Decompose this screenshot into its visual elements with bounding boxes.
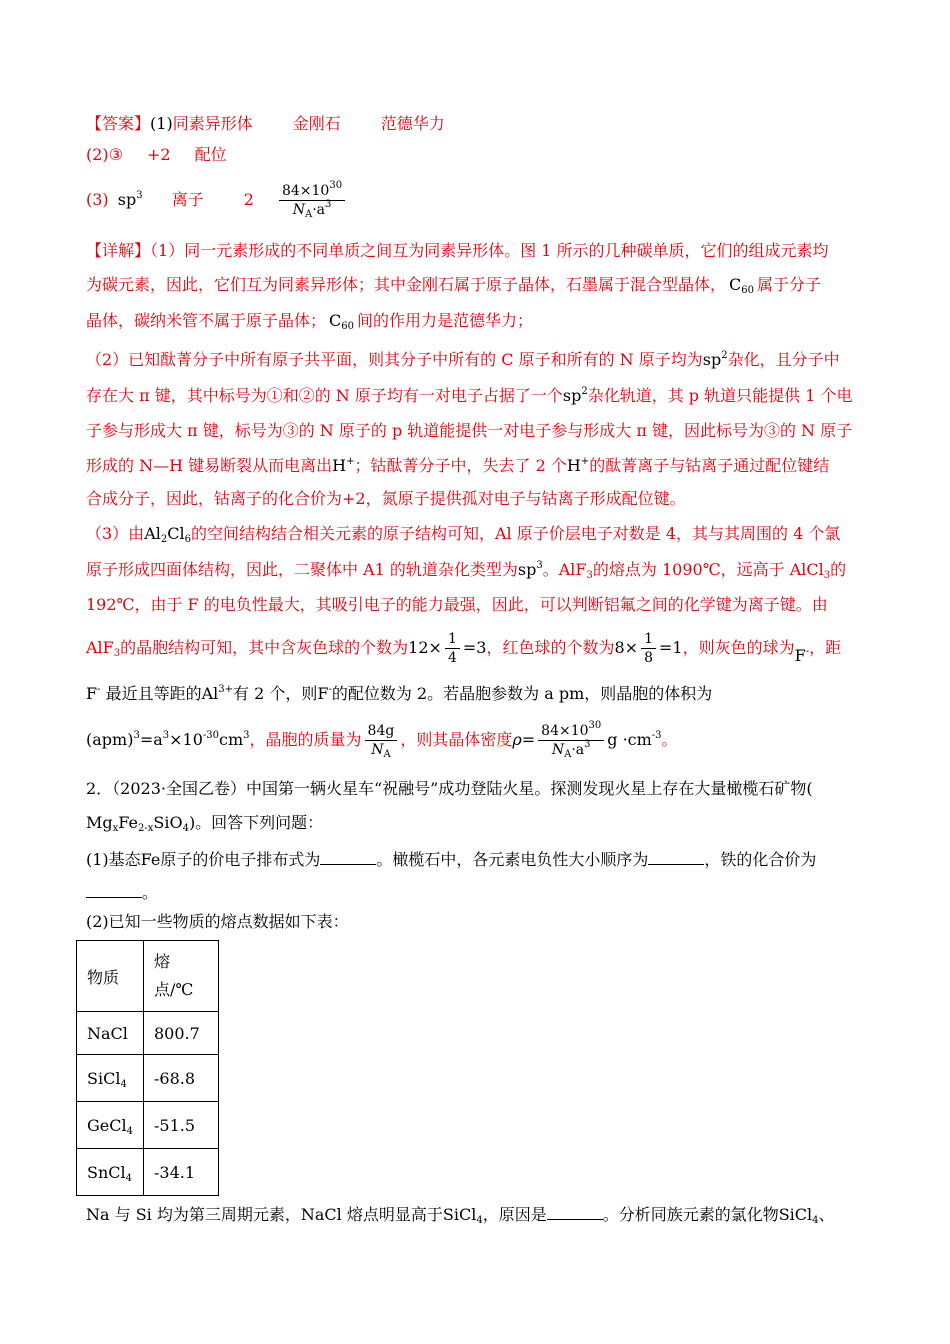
- answer-item: 范德华力: [380, 114, 445, 133]
- text: 合成分子，因此，钴离子的化合价为+2，氮原子提供孤对电子与钴离子形成配位键。: [86, 489, 686, 508]
- q2-prefix: (2): [86, 145, 109, 164]
- cell-text: NaCl: [87, 1023, 128, 1043]
- formula-sup: +: [346, 456, 355, 467]
- formula: sp: [562, 386, 582, 405]
- formula: F: [317, 684, 329, 703]
- q1-prefix: (1): [150, 114, 173, 133]
- header-text: 点/℃: [153, 980, 194, 999]
- explain-line: [86, 626, 864, 670]
- question-line: [86, 911, 864, 933]
- frac-num: 84×10: [281, 183, 330, 199]
- table-header-cell: [77, 941, 144, 1012]
- formula-sub: x: [112, 823, 119, 834]
- answer-line-3: [86, 178, 864, 222]
- frac-den-rest: ·a: [571, 742, 585, 758]
- calc-text: 8×: [614, 638, 639, 657]
- table-cell: [143, 1012, 218, 1055]
- text: =a: [139, 730, 163, 749]
- text: 杂化轨道，其 p 轨道只能提供 1 个电: [587, 386, 853, 405]
- formula-sup: 3: [243, 730, 250, 741]
- text: g ·cm: [607, 730, 652, 749]
- text: ×10: [169, 730, 203, 749]
- text: ，原因是: [482, 1205, 547, 1224]
- text: 。橄榄石中，各元素电负性大小顺序为: [376, 850, 649, 869]
- question-line: [86, 778, 864, 800]
- text: 有 2 个，则: [233, 684, 318, 703]
- answer-item: ③: [108, 145, 124, 164]
- frac-den: 4: [447, 650, 457, 666]
- formula-sub: 2: [160, 534, 168, 545]
- answer-blank[interactable]: [86, 883, 142, 898]
- frac-num-sup: 30: [329, 180, 343, 191]
- formula: H: [332, 456, 347, 475]
- formula-sup: -: [97, 684, 101, 695]
- explain-line: [86, 310, 864, 332]
- calc-text: =1: [658, 638, 683, 657]
- text: (apm): [86, 730, 134, 749]
- cell-text: GeCl: [87, 1115, 127, 1135]
- table-row: [77, 1055, 219, 1102]
- explain-line: [86, 488, 864, 510]
- text: Na 与 Si 均为第三周期元素，NaCl 熔点明显高于: [86, 1205, 443, 1224]
- text: 原子的价电子排布式为: [160, 850, 321, 869]
- question-line: [86, 882, 864, 904]
- text: cm: [219, 730, 244, 749]
- formula-sub: 6: [184, 534, 191, 545]
- answer-line-2: [86, 144, 864, 166]
- formula-sub: 60: [341, 321, 354, 332]
- hybrid-sup: 3: [136, 190, 143, 201]
- explain-line: [86, 455, 864, 477]
- rho-symbol: ρ: [512, 730, 522, 749]
- formula-sup: 3: [162, 730, 170, 741]
- cell-text: -51.5: [153, 1115, 196, 1135]
- hybrid-formula: sp: [117, 190, 137, 209]
- formula-sup: -30: [202, 730, 220, 741]
- formula-sup: 2: [581, 386, 588, 397]
- explain-line: [86, 349, 864, 371]
- header-text: 物质: [87, 967, 120, 987]
- answer-blank[interactable]: [320, 850, 376, 865]
- explain-line: [86, 240, 864, 262]
- frac-num: 84g: [365, 722, 398, 741]
- formula-sup: +: [580, 456, 590, 467]
- cell-sub: 4: [125, 1172, 132, 1184]
- formula: F: [86, 684, 98, 703]
- text: 为碳元素，因此，它们互为同素异形体；其中金刚石属于原子晶体，石墨属于混合型晶体，: [86, 275, 727, 294]
- density-fraction: [538, 722, 604, 759]
- text: 子参与形成大 π 键，标号为③的 N 原子的 p 轨道能提供一对电子参与形成大 π 键，因此标号为③的 N 原子: [86, 421, 853, 440]
- cell-sub: 4: [120, 1078, 127, 1090]
- frac-num-sup: 30: [588, 720, 602, 731]
- text: 的晶胞结构可知，其中含灰色球的个数为: [120, 638, 409, 657]
- formula-sub: 3: [113, 648, 121, 659]
- frac-num: 84×10: [541, 723, 589, 739]
- text: 的配位数为 2。若晶胞参数为 a pm，则晶胞的体积为: [331, 684, 713, 703]
- text: ，距: [809, 638, 842, 657]
- formula-sup: 3+: [218, 684, 234, 695]
- cell-text: SnCl: [87, 1162, 126, 1182]
- text: 晶体，碳纳米管不属于原子晶体；: [86, 311, 327, 330]
- table-cell: [77, 1149, 144, 1196]
- text: （1）同一元素形成的不同单质之间互为同素异形体。图 1 所示的几种碳单质，它们的组成元素均: [150, 241, 829, 260]
- formula-sup: 3: [133, 730, 140, 741]
- cell-text: -68.8: [153, 1068, 196, 1088]
- formula: Al: [144, 524, 161, 543]
- formula: Mg: [86, 813, 113, 832]
- table-row: [77, 1149, 219, 1196]
- text: 原子形成四面体结构，因此，二聚体中 A1 的轨道杂化类型为: [86, 560, 518, 579]
- formula-sub: 60: [741, 285, 754, 296]
- calc-text: =3: [462, 638, 487, 657]
- q3-prefix: (3): [86, 190, 109, 209]
- table-cell: [77, 1102, 144, 1149]
- answer-item: 离子: [171, 190, 204, 209]
- table-row: [77, 1012, 219, 1055]
- cell-text: 800.7: [153, 1023, 200, 1043]
- frac-den-rest: ·a: [312, 202, 325, 218]
- formula-sup: -: [328, 684, 332, 695]
- frac-den: N: [551, 742, 565, 758]
- calc-text: 12×: [408, 638, 442, 657]
- text: 形成的 N—H 键易断裂从而电离出: [86, 456, 333, 475]
- answer-item: +2: [147, 145, 171, 164]
- question-line: [86, 1204, 864, 1226]
- frac-den-sup: 3: [584, 739, 591, 750]
- explain-line: [86, 523, 864, 545]
- table-cell: [143, 1102, 218, 1149]
- answer-blank[interactable]: [648, 850, 704, 865]
- text: 。: [661, 730, 678, 749]
- text: ，晶胞的质量为: [249, 730, 362, 749]
- explain-line: [86, 594, 864, 616]
- table-cell: [77, 1055, 144, 1102]
- formula-sup: -3: [651, 730, 662, 741]
- formula: SiCl: [778, 1205, 813, 1224]
- text: (2)已知一些物质的熔点数据如下表：: [86, 912, 349, 931]
- answer-line-1: [86, 113, 864, 135]
- calc-gray: [408, 631, 487, 666]
- text: =: [521, 730, 536, 749]
- cell-text: -34.1: [153, 1162, 196, 1182]
- melting-point-table: [76, 940, 219, 1196]
- frac-den-sub: A: [383, 749, 391, 760]
- answer-item: 2: [243, 190, 254, 209]
- text: 最近且等距的: [105, 684, 202, 703]
- frac-num: 1: [641, 630, 656, 649]
- text: 的酞菁离子与钴离子通过配位键结: [589, 456, 830, 475]
- table-cell: [143, 1149, 218, 1196]
- explain-line: [86, 683, 864, 705]
- text: 2．（2023·全国乙卷）中国第一辆火星车“祝融号”成功登陆火星。探测发现火星上存在大量橄榄石矿物(: [86, 779, 813, 798]
- calc-red: [614, 631, 683, 666]
- table-header-row: [77, 941, 219, 1012]
- formula: F: [794, 646, 806, 665]
- text: AlF: [86, 638, 114, 657]
- answer-label: 【答案】: [86, 114, 151, 133]
- mass-fraction: [365, 722, 398, 759]
- frac-den-sup: 3: [324, 199, 332, 210]
- formula: Al: [201, 684, 219, 703]
- text: 。: [142, 883, 159, 902]
- text: )。回答下列问题：: [188, 813, 324, 832]
- formula-sup: -: [805, 646, 810, 657]
- formula: C: [729, 275, 742, 294]
- text: 的熔点为 1090℃，远高于 AlCl: [592, 560, 824, 579]
- frac-den-sub: A: [564, 749, 572, 760]
- formula-sub: 3: [586, 570, 593, 581]
- text: 的: [830, 560, 847, 579]
- frac-num: 1: [445, 630, 460, 649]
- explain-line: [86, 420, 864, 442]
- text: 192℃，由于 F 的电负性最大，其吸引电子的能力最强，因此，可以判断铝氟之间的化学键为离子键。由: [86, 595, 828, 614]
- text: ，铁的化合价为: [704, 850, 817, 869]
- explain-line: [86, 559, 864, 581]
- formula: H: [566, 456, 581, 475]
- formula: Fe: [140, 850, 161, 869]
- text: ；钴酞菁分子中，失去了 2 个: [354, 456, 567, 475]
- table-header-cell: [143, 941, 218, 1012]
- formula: Cl: [167, 524, 185, 543]
- formula: SiCl: [442, 1205, 477, 1224]
- text: 的空间结构结合相关元素的原子结构可知，Al 原子价层电子对数是 4，其与其周围的 4 个氯: [190, 524, 841, 543]
- density-fraction: [279, 182, 345, 219]
- answer-item: 配位: [194, 145, 227, 164]
- explain-label: 【详解】: [86, 241, 151, 260]
- text: 存在大 π 键，其中标号为①和②的 N 原子均有一对电子占据了一个: [86, 386, 563, 405]
- text: ，红色球的个数为: [486, 638, 615, 657]
- text: ，则灰色的球为: [682, 638, 795, 657]
- table-row: [77, 1102, 219, 1149]
- formula-sub: 2-x: [137, 823, 154, 834]
- text: 杂化，且分子中: [727, 350, 840, 369]
- text: （3）由: [86, 524, 145, 543]
- formula-sub: 4: [476, 1215, 483, 1226]
- cell-sub: 4: [126, 1125, 133, 1137]
- frac-den: N: [371, 742, 384, 758]
- formula: sp: [517, 560, 537, 579]
- text: (1)基态: [86, 850, 141, 869]
- formula: Fe: [118, 813, 138, 832]
- cell-text: SiCl: [87, 1068, 121, 1088]
- formula-sup: 3: [536, 560, 543, 571]
- text: （2）已知酞菁分子中所有原子共平面，则其分子中所有的 C 原子和所有的 N 原子均为: [86, 350, 703, 369]
- question-line: [86, 812, 864, 834]
- answer-blank[interactable]: [547, 1205, 603, 1220]
- frac-den: 8: [644, 650, 653, 666]
- answer-item: 金刚石: [292, 114, 341, 133]
- formula-sup: 2: [721, 350, 728, 361]
- text: 。AlF: [542, 560, 587, 579]
- frac-den-sub: A: [304, 209, 313, 220]
- formula: sp: [702, 350, 722, 369]
- text: 、: [818, 1205, 835, 1224]
- formula-sub: 4: [182, 823, 189, 834]
- table-cell: [143, 1055, 218, 1102]
- formula-sub: 4: [812, 1215, 819, 1226]
- explain-line: [86, 718, 864, 762]
- table-cell: [77, 1012, 144, 1055]
- formula: SiO: [153, 813, 183, 832]
- answer-item: 同素异形体: [172, 114, 253, 133]
- frac-den: N: [292, 202, 305, 218]
- explain-line: [86, 274, 864, 296]
- text: 。分析同族元素的氯化物: [602, 1205, 779, 1224]
- header-text: 熔: [153, 952, 170, 971]
- question-line: [86, 849, 864, 871]
- formula-sub: 3: [823, 570, 831, 581]
- text: 间的作用力是范德华力；: [357, 311, 534, 330]
- explain-line: [86, 385, 864, 407]
- formula: C: [329, 311, 342, 330]
- text: 属于分子: [757, 275, 822, 294]
- text: ，则其晶体密度: [400, 730, 513, 749]
